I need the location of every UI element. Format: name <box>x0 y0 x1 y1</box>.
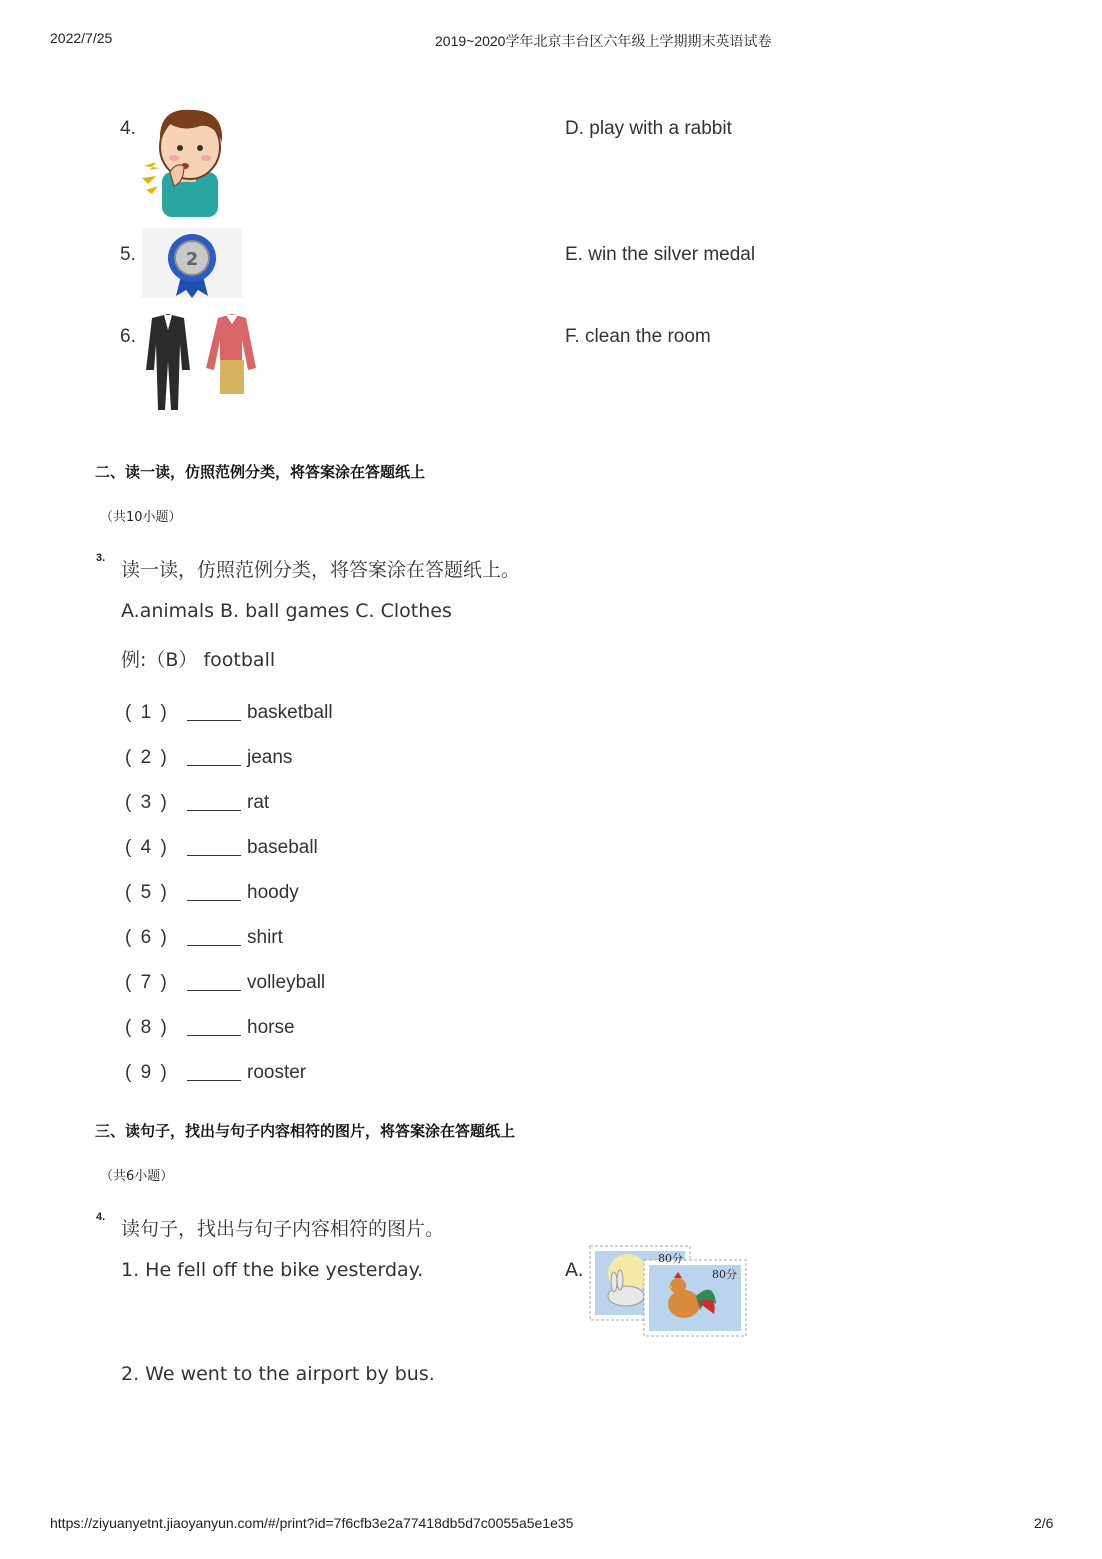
question-3-categories: A.animals B. ball games C. Clothes <box>121 600 452 622</box>
sentence-1: 1. He fell off the bike yesterday. <box>121 1259 424 1281</box>
footer-page-number: 2/6 <box>1034 1515 1054 1531</box>
row-5-number: 5. <box>120 244 136 265</box>
list-item <box>125 735 333 780</box>
list-item <box>125 1050 333 1095</box>
option-d: D. play with a rabbit <box>565 118 732 139</box>
stamp-value-left: 80分 <box>658 1252 683 1265</box>
answer-blank[interactable] <box>187 795 241 811</box>
item-label: ( 1 ) <box>125 701 169 723</box>
item-label: ( 2 ) <box>125 746 169 768</box>
section-3-count: （共6小题） <box>100 1169 174 1184</box>
option-e: E. win the silver medal <box>565 244 756 265</box>
item-word: horse <box>247 1016 295 1038</box>
svg-text:2: 2 <box>185 249 199 270</box>
section-2-title: 二、读一读，仿照范例分类，将答案涂在答题纸上 <box>95 463 426 481</box>
item-word: rat <box>247 791 270 813</box>
coughing-boy-icon <box>140 102 240 217</box>
list-item <box>125 1005 333 1050</box>
list-item <box>125 780 333 825</box>
item-word: rooster <box>247 1061 307 1083</box>
item-label: ( 6 ) <box>125 926 169 948</box>
option-a-label: A. <box>565 1259 584 1281</box>
answer-blank[interactable] <box>187 885 241 901</box>
question-4-number: 4. <box>96 1211 106 1223</box>
item-label: ( 8 ) <box>125 1016 169 1038</box>
stamp-value-right: 80分 <box>712 1268 737 1281</box>
item-label: ( 5 ) <box>125 881 169 903</box>
answer-blank[interactable] <box>187 975 241 991</box>
silver-medal-icon <box>142 228 242 298</box>
answer-blank[interactable] <box>187 750 241 766</box>
item-label: ( 7 ) <box>125 971 169 993</box>
question-4-prompt: 读句子，找出与句子内容相符的图片。 <box>121 1218 445 1240</box>
answer-blank[interactable] <box>187 930 241 946</box>
question-3-items <box>125 690 333 1095</box>
row-6-number: 6. <box>120 326 136 347</box>
list-item <box>125 960 333 1005</box>
item-word: shirt <box>247 926 283 948</box>
question-3-number: 3. <box>96 552 106 564</box>
item-label: ( 9 ) <box>125 1061 169 1083</box>
item-label: ( 3 ) <box>125 791 169 813</box>
answer-blank[interactable] <box>187 705 241 721</box>
list-item <box>125 690 333 735</box>
item-word: volleyball <box>247 971 326 993</box>
list-item <box>125 825 333 870</box>
item-word: basketball <box>247 701 333 723</box>
sentence-2: 2. We went to the airport by bus. <box>121 1363 435 1385</box>
item-word: hoody <box>247 881 299 903</box>
section-3-title: 三、读句子，找出与句子内容相符的图片，将答案涂在答题纸上 <box>95 1122 516 1140</box>
print-date: 2022/7/25 <box>50 30 113 46</box>
item-word: baseball <box>247 836 318 858</box>
question-3-prompt: 读一读，仿照范例分类，将答案涂在答题纸上。 <box>121 559 521 581</box>
option-f: F. clean the room <box>565 326 711 347</box>
item-word: jeans <box>247 746 293 768</box>
section-2-count: （共10小题） <box>100 510 182 525</box>
answer-blank[interactable] <box>187 840 241 856</box>
row-4-number: 4. <box>120 118 136 139</box>
answer-blank[interactable] <box>187 1020 241 1036</box>
answer-blank[interactable] <box>187 1065 241 1081</box>
page-title: 2019~2020学年北京丰台区六年级上学期期末英语试卷 <box>435 33 772 49</box>
list-item <box>125 870 333 915</box>
zodiac-stamps-icon <box>588 1244 748 1338</box>
question-3-example: 例:（B） football <box>121 649 276 671</box>
footer-url: https://ziyuanyetnt.jiaoyanyun.com/#/print?id=7f6cfb3e2a77418db5d7c0055a5e1e35 <box>50 1515 574 1531</box>
list-item <box>125 915 333 960</box>
suit-and-dress-icon <box>140 310 265 412</box>
item-label: ( 4 ) <box>125 836 169 858</box>
